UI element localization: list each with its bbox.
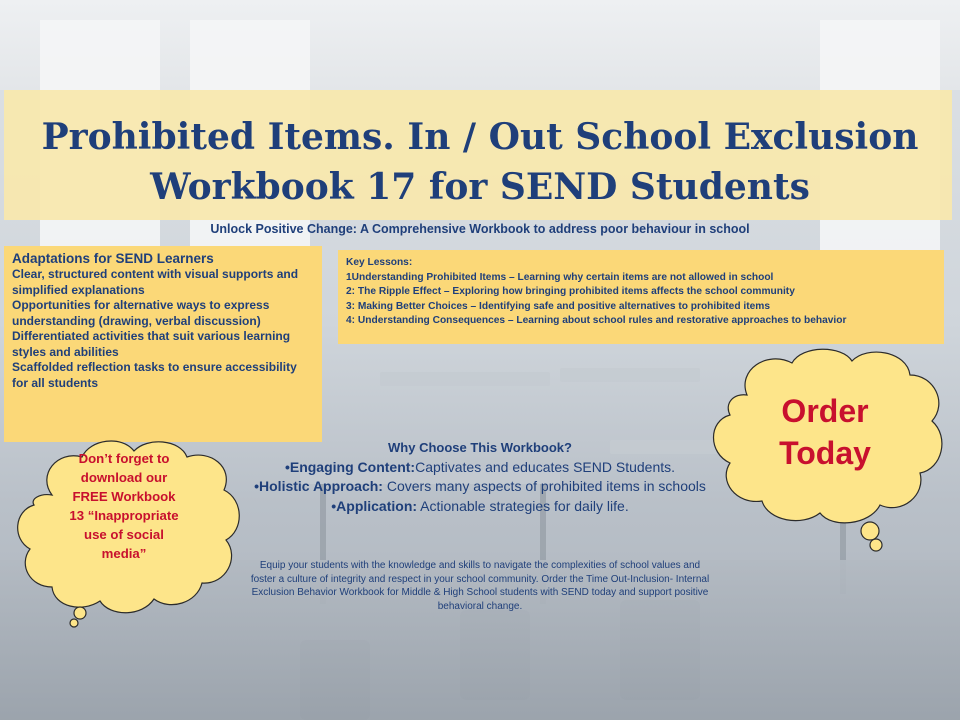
desk <box>560 368 700 382</box>
key-lesson-item: 2: The Ripple Effect – Exploring how bringing prohibited items affects the school community <box>346 286 795 298</box>
why-point-label: •Holistic Approach: <box>254 478 383 494</box>
order-today-text[interactable] <box>740 390 910 474</box>
adaptation-item: Clear, structured content with visual supports and simplified explanations <box>12 267 299 297</box>
key-lesson-item: 4: Understanding Consequences – Learning about school rules and restorative approaches to behavior <box>346 315 847 327</box>
adaptation-item: Opportunities for alternative ways to express understanding (drawing, verbal discussion) <box>12 298 270 328</box>
why-point-text: Actionable strategies for daily life. <box>420 497 629 514</box>
order-line: Today <box>779 435 871 471</box>
cloud-line: use of social <box>84 527 164 542</box>
equip-paragraph: Equip your students with the knowledge and skills to navigate the complexities of school values and foster a culture of integrity and respect in your school community. Order the Time Out-Inclusion- Internal Exclusion Behavior Workbook for Middle & High School students with SEND today and support positive behavioral change. <box>250 560 710 612</box>
why-point-text: Captivates and educates SEND Students. <box>415 458 676 475</box>
cloud-line: download our <box>80 470 168 485</box>
key-lessons-heading: Key Lessons: <box>346 257 413 268</box>
why-choose-section <box>220 438 740 516</box>
key-lesson-item: 3: Making Better Choices – Identifying safe and positive alternatives to prohibited items <box>346 300 771 312</box>
why-point-text: Covers many aspects of prohibited items in schools <box>386 478 706 494</box>
why-point <box>220 458 740 478</box>
title-line-1: Prohibited Items. In / Out School Exclusion <box>41 116 919 158</box>
cloud-line: media” <box>101 546 147 561</box>
subtitle: Unlock Positive Change: A Comprehensive Workbook to address poor behaviour in school <box>210 222 750 236</box>
adaptations-heading: Adaptations for SEND Learners <box>12 251 214 266</box>
key-lessons-box <box>338 250 944 344</box>
order-line: Order <box>781 393 869 429</box>
why-choose-heading: Why Choose This Workbook? <box>388 440 572 455</box>
adaptations-box <box>4 246 322 442</box>
cloud-line: FREE Workbook <box>72 489 176 504</box>
adaptation-item: Differentiated activities that suit various learning styles and abilities <box>12 329 291 359</box>
why-point-label: •Application: <box>331 497 418 514</box>
page-title <box>0 112 960 212</box>
why-point <box>220 477 740 497</box>
title-line-2: Workbook 17 for SEND Students <box>150 166 810 208</box>
key-lesson-item: 1Understanding Prohibited Items – Learning why certain items are not allowed in school <box>346 271 774 283</box>
desk <box>380 372 550 386</box>
why-point <box>220 497 740 517</box>
free-workbook-text <box>44 449 204 563</box>
adaptation-item: Scaffolded reflection tasks to ensure accessibility for all students <box>12 360 297 390</box>
cloud-line: 13 “Inappropriate <box>69 508 179 523</box>
why-point-label: •Engaging Content: <box>284 458 416 475</box>
cloud-line: Don’t forget to <box>78 451 170 466</box>
